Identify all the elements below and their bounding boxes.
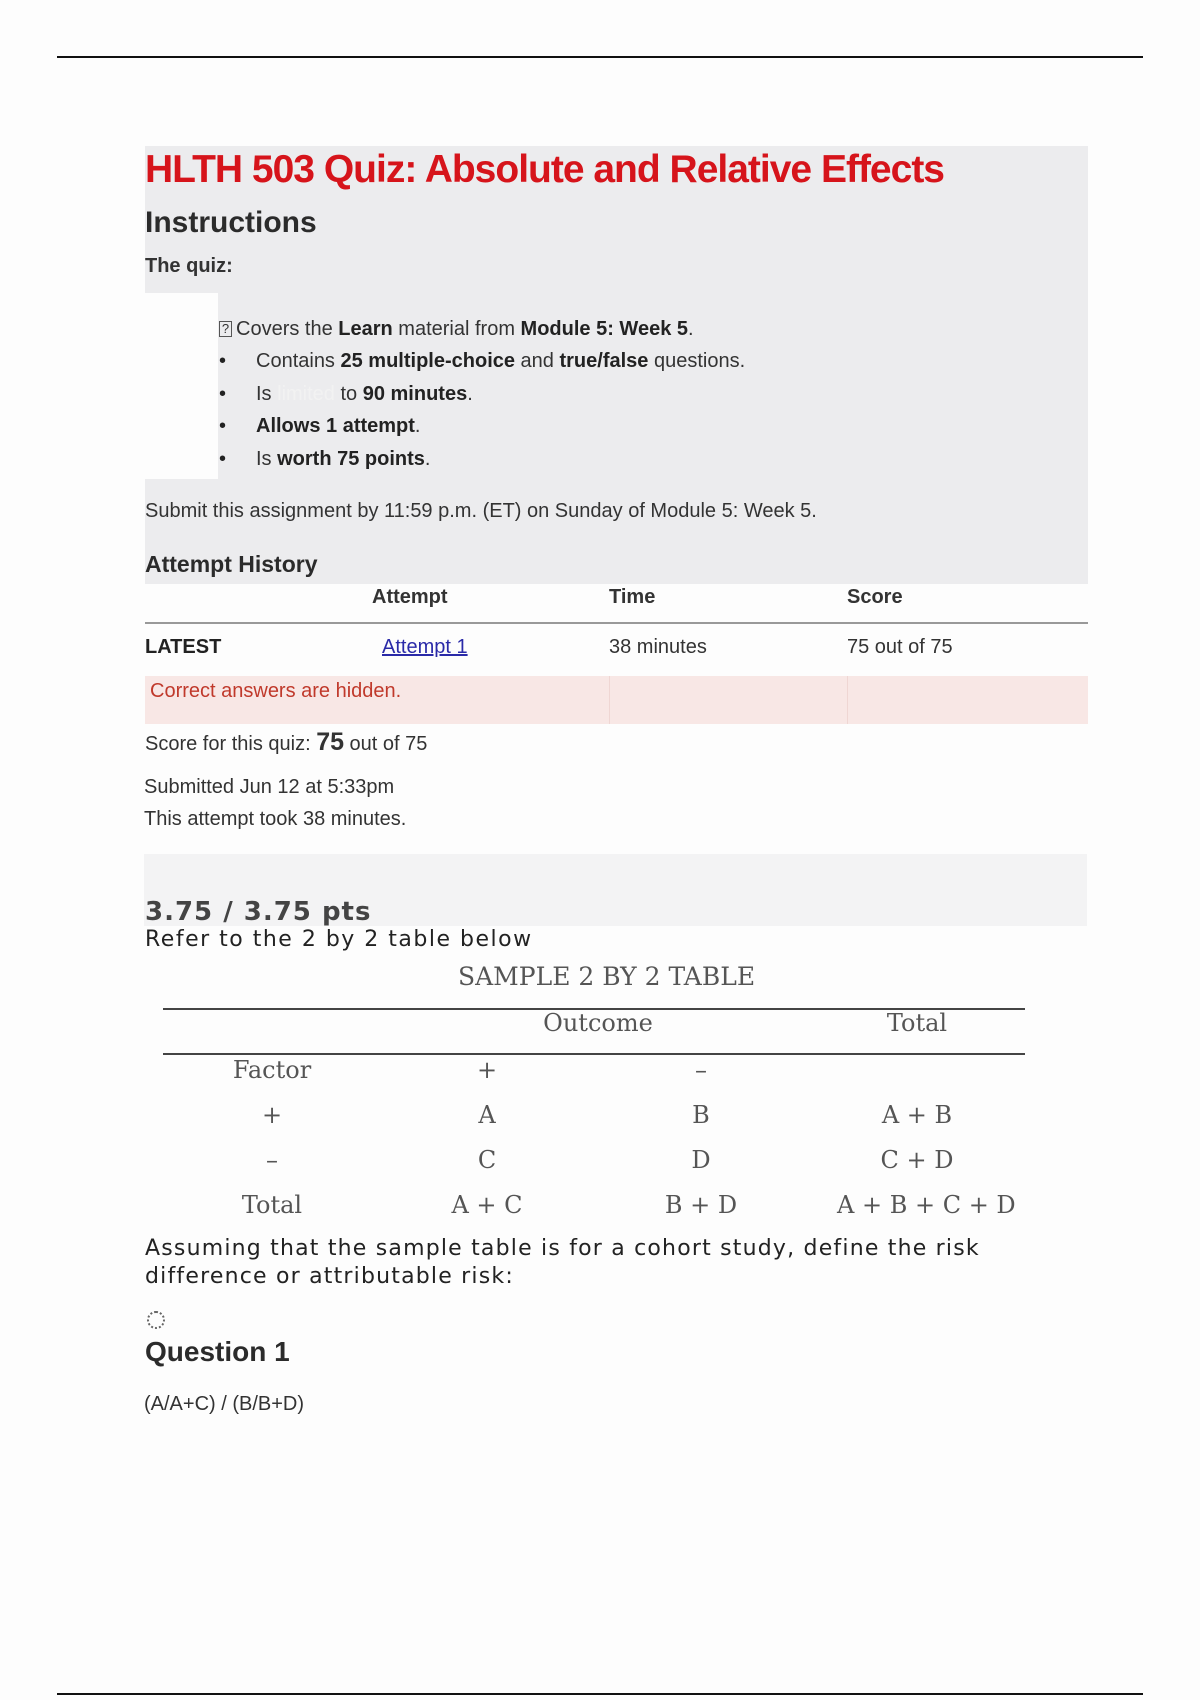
table-cell: B [692, 1101, 710, 1129]
bullet-dot-icon: • [219, 448, 227, 470]
banner-divider [609, 676, 610, 724]
bullet-attempts: Allows 1 attempt. [256, 415, 421, 437]
attempt-1-link[interactable]: Attempt 1 [382, 636, 468, 658]
due-date-text: Submit this assignment by 11:59 p.m. (ET) on Sunday of Module 5: Week 5. [145, 500, 817, 522]
table-cell: A + C [451, 1191, 523, 1219]
question-heading: Question 1 [145, 1336, 290, 1367]
table-factor-label: Factor [232, 1056, 312, 1084]
quiz-label: The quiz: [145, 255, 233, 277]
table-outcome-minus: – [695, 1056, 707, 1084]
table-cell: A + B [881, 1101, 953, 1129]
bullet-points: Is worth 75 points. [256, 448, 431, 470]
attempt-score: 75 out of 75 [847, 636, 953, 658]
attempt-duration: This attempt took 38 minutes. [144, 808, 407, 830]
latest-label: LATEST [145, 636, 222, 658]
question-prompt: Assuming that the sample table is for a cohort study, define the risk difference or attributable risk: [145, 1236, 980, 1289]
history-divider [145, 622, 1088, 624]
table-cell: D [691, 1146, 711, 1174]
answer-option[interactable]: (A/A+C) / (B/B+D) [144, 1393, 305, 1415]
bullet-dot-icon: • [219, 383, 227, 405]
missing-glyph-icon: ? [219, 321, 232, 337]
banner-divider [847, 676, 848, 724]
panel-notch [145, 293, 218, 479]
question-points: 3.75 / 3.75 pts [145, 897, 372, 927]
table-header-rule [163, 1053, 1025, 1055]
table-cell: B + D [664, 1191, 738, 1219]
page-title: HLTH 503 Quiz: Absolute and Relative Effects [145, 148, 944, 191]
table-cell: A [478, 1101, 496, 1129]
table-cell: Total [241, 1191, 303, 1219]
bullet-time-limit: Is limited to 90 minutes. [256, 383, 473, 405]
bullet-covers: ? Covers the Learn material from Module 5: Week 5. [219, 318, 694, 341]
table-cell: C [477, 1146, 497, 1174]
table-header-total: Total [886, 1009, 948, 1037]
table-cell: A + B + C + D [837, 1191, 1016, 1219]
answer-radio-icon[interactable] [147, 1311, 165, 1329]
table-header-outcome: Outcome [543, 1009, 653, 1037]
table-outcome-plus: + [476, 1056, 498, 1084]
question-intro: Refer to the 2 by 2 table below [145, 927, 533, 952]
column-header-attempt: Attempt [372, 586, 448, 608]
attempt-history-heading: Attempt History [145, 551, 318, 577]
hidden-answers-note: Correct answers are hidden. [150, 680, 402, 702]
table-cell: C + D [880, 1146, 954, 1174]
bullet-contains: Contains 25 multiple-choice and true/false questions. [256, 350, 746, 372]
quiz-score: Score for this quiz: 75 out of 75 [145, 728, 428, 756]
bullet-dot-icon: • [219, 415, 227, 437]
column-header-score: Score [847, 586, 903, 608]
table-cell: – [266, 1146, 278, 1174]
submitted-timestamp: Submitted Jun 12 at 5:33pm [144, 776, 395, 798]
top-rule [57, 56, 1143, 58]
attempt-time: 38 minutes [609, 636, 707, 658]
column-header-time: Time [609, 586, 656, 608]
table-cell: + [261, 1101, 283, 1129]
table-title: SAMPLE 2 BY 2 TABLE [458, 962, 756, 991]
instructions-heading: Instructions [145, 206, 317, 239]
bottom-rule [57, 1693, 1143, 1695]
bullet-dot-icon: • [219, 350, 227, 372]
